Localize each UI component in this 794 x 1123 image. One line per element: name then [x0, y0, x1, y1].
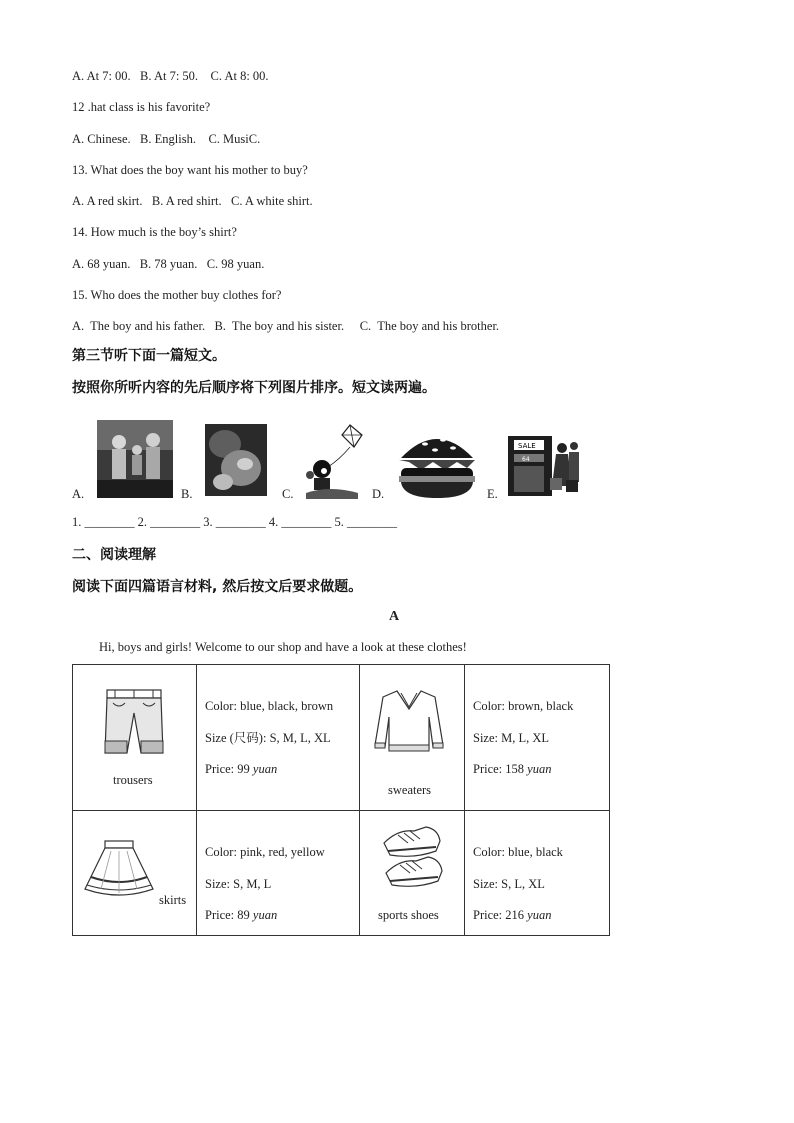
- answer-blanks: 1. ________ 2. ________ 3. ________ 4. ________ 5. ________: [72, 515, 397, 529]
- question-12: 12 .hat class is his favorite?: [72, 100, 211, 114]
- section3-title: 第三节听下面一篇短文。: [72, 348, 226, 364]
- question-15: 15. Who does the mother buy clothes for?: [72, 288, 282, 302]
- shopping-sale-scene-icon: [506, 430, 582, 500]
- sweaters-cell: [360, 665, 465, 811]
- item-name: sweaters: [388, 783, 432, 797]
- family-on-street-photo-icon: [97, 420, 173, 498]
- picture-label-d: D.: [372, 487, 385, 501]
- sweater-icon: [373, 687, 445, 757]
- sweaters-info: [465, 665, 610, 811]
- trousers-icon: [101, 687, 167, 757]
- clothes-table: [72, 664, 610, 936]
- item-color: Color: blue, black: [473, 845, 563, 859]
- pet-animal-photo-icon: [205, 424, 267, 496]
- item-name: sports shoes: [378, 908, 439, 922]
- table-row: [73, 811, 610, 936]
- passage-intro: Hi, boys and girls! Welcome to our shop and have a look at these clothes!: [99, 640, 467, 654]
- item-size: Size (尺码): S, M, L, XL: [205, 730, 331, 745]
- section3-instruction: 按照你所听内容的先后顺序将下列图片排序。短文读两遍。: [72, 380, 436, 396]
- item-color: Color: blue, black, brown: [205, 699, 334, 713]
- sports-shoes-info: [465, 811, 610, 936]
- question-14-options: A. 68 yuan. B. 78 yuan. C. 98 yuan.: [72, 257, 265, 271]
- trousers-cell: [73, 665, 197, 811]
- question-12-options: A. Chinese. B. English. C. MusiC.: [72, 132, 261, 146]
- question-14: 14. How much is the boy’s shirt?: [72, 225, 237, 239]
- item-price: Price: 158 yuan: [473, 762, 552, 776]
- question-13-options: A. A red skirt. B. A red shirt. C. A white shirt.: [72, 194, 313, 208]
- table-row: [73, 665, 610, 811]
- item-size: Size: M, L, XL: [473, 730, 550, 745]
- item-price: Price: 216 yuan: [473, 908, 552, 922]
- sports-shoes-cell: [360, 811, 465, 936]
- item-name: trousers: [113, 773, 153, 787]
- passage-label: A: [389, 609, 400, 624]
- sports-shoes-icon: [378, 821, 444, 895]
- picture-label-e: E.: [487, 487, 498, 501]
- question-13: 13. What does the boy want his mother to buy?: [72, 163, 308, 177]
- skirt-icon: [81, 839, 157, 905]
- svg-text:SALE: SALE: [518, 442, 536, 450]
- item-name: skirts: [159, 893, 187, 907]
- skirts-info: [197, 811, 360, 936]
- picture-label-b: B.: [181, 487, 193, 501]
- question-11-options: A. At 7: 00. B. At 7: 50. C. At 8: 00.: [72, 69, 269, 83]
- skirts-cell: [73, 811, 197, 936]
- part2-instruction: 阅读下面四篇语言材料, 然后按文后要求做题。: [72, 579, 363, 595]
- item-price: Price: 99 yuan: [205, 762, 278, 776]
- trousers-info: [197, 665, 360, 811]
- part2-title: 二、阅读理解: [72, 547, 156, 563]
- item-size: Size: S, M, L: [205, 876, 272, 891]
- item-price: Price: 89 yuan: [205, 908, 278, 922]
- question-15-options: A. The boy and his father. B. The boy and his sister. C. The boy and his brother.: [72, 319, 500, 333]
- svg-text:64: 64: [522, 456, 530, 463]
- item-size: Size: S, L, XL: [473, 876, 545, 891]
- item-color: Color: brown, black: [473, 699, 574, 713]
- kite-flying-boy-icon: [300, 423, 364, 501]
- picture-label-c: C.: [282, 487, 294, 501]
- picture-label-a: A.: [72, 487, 85, 501]
- item-color: Color: pink, red, yellow: [205, 845, 325, 859]
- hamburger-icon: [395, 428, 479, 500]
